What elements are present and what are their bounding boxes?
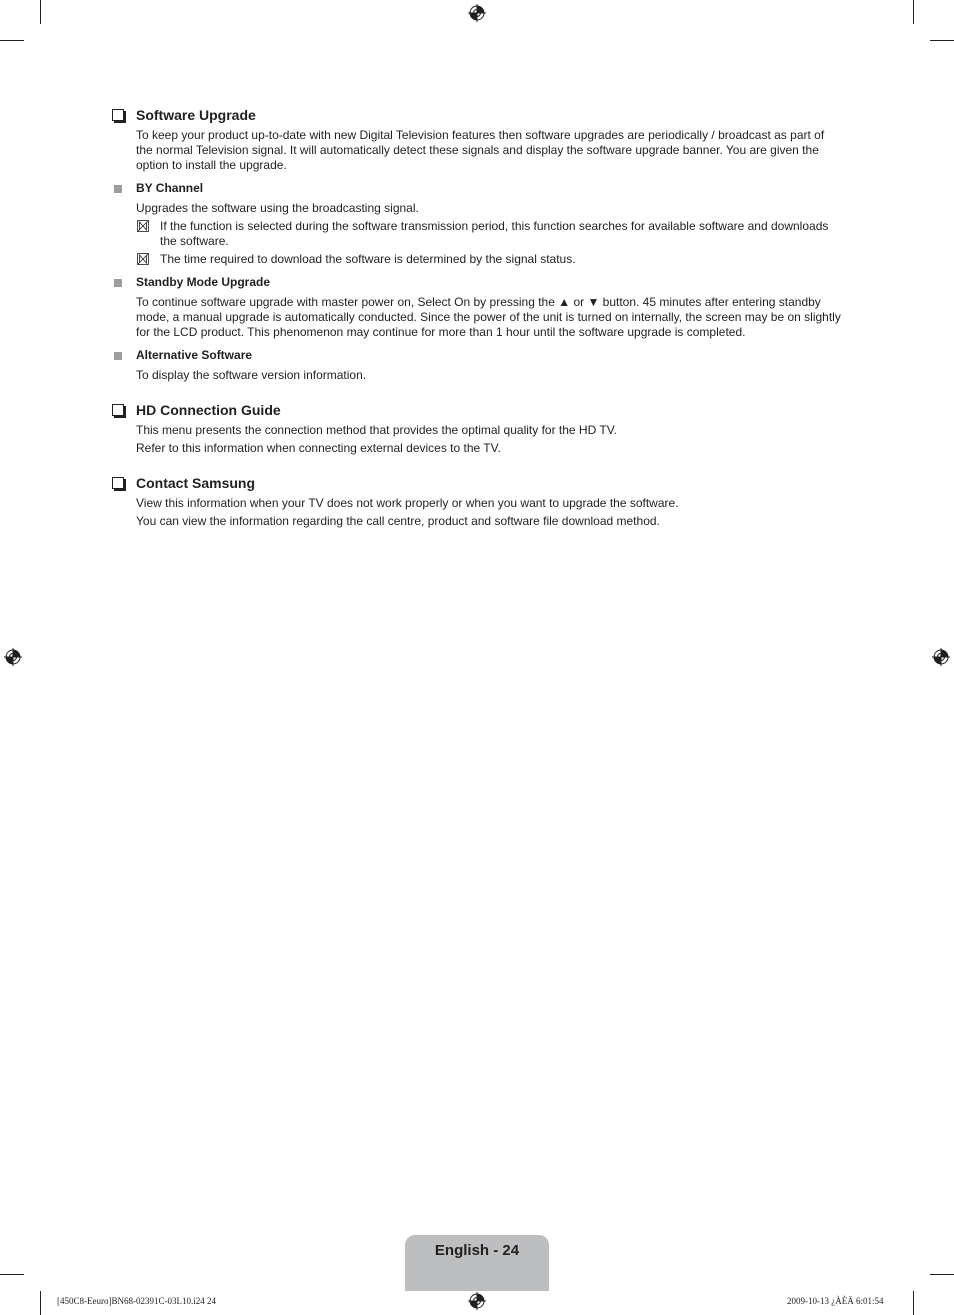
- section-contact-samsung: [112, 474, 842, 529]
- checkbox-bullet-icon: [112, 477, 124, 489]
- registration-mark-icon: [468, 4, 486, 22]
- print-slug-right: 2009-10-13 ¿ÀÈÄ 6:01:54: [787, 1296, 884, 1306]
- section-paragraph: View this information when your TV does not work properly or when you want to upgrade the software.: [136, 496, 679, 510]
- note-text: The time required to download the software is determined by the signal status.: [160, 252, 576, 266]
- registration-mark-icon: [468, 1292, 486, 1310]
- crop-mark: [913, 1291, 914, 1315]
- square-bullet-icon: [114, 352, 122, 360]
- print-slug-left: [450C8-Eeuro]BN68-02391C-03L10.i24 24: [57, 1296, 216, 1306]
- subsection-title: Standby Mode Upgrade: [136, 275, 271, 289]
- crop-mark: [0, 40, 24, 41]
- subsection-paragraph: To continue software upgrade with master power on, Select On by pressing the ▲ or ▼ button. 45 minutes after entering standby mode, a manual upgrade is automatically conducted. Since the power of the unit is turned on internally, the screen may be on slightly for the LCD product. This phenomenon may continue for more than 1 hour until the software upgrade is completed.: [136, 295, 841, 339]
- section-heading: [112, 401, 842, 419]
- square-bullet-icon: [114, 185, 122, 193]
- section-paragraph: Refer to this information when connecting external devices to the TV.: [136, 441, 501, 455]
- section-paragraph: You can view the information regarding the call centre, product and software file download method.: [136, 514, 660, 528]
- note-item: [112, 252, 842, 267]
- subsection-by-channel: [112, 181, 842, 267]
- registration-mark-icon: [4, 648, 22, 666]
- subsection-paragraph: To display the software version information.: [136, 368, 367, 382]
- subsection-heading: [112, 348, 842, 363]
- note-icon: [137, 220, 149, 232]
- crop-mark: [40, 1291, 41, 1315]
- subsection-alternative-software: [112, 348, 842, 383]
- subsection-standby-mode-upgrade: [112, 275, 842, 340]
- subsection-paragraph: Upgrades the software using the broadcasting signal.: [136, 201, 419, 215]
- checkbox-bullet-icon: [112, 404, 124, 416]
- crop-mark: [930, 1274, 954, 1275]
- section-paragraph: This menu presents the connection method that provides the optimal quality for the HD TV.: [136, 423, 617, 437]
- section-title: Contact Samsung: [136, 475, 256, 491]
- checkbox-bullet-icon: [112, 109, 124, 121]
- section-hd-connection-guide: [112, 401, 842, 456]
- crop-mark: [930, 40, 954, 41]
- subsection-title: Alternative Software: [136, 348, 253, 362]
- subsection-heading: [112, 181, 842, 196]
- note-icon: [137, 253, 149, 265]
- registration-mark-icon: [932, 648, 950, 666]
- crop-mark: [913, 0, 914, 24]
- square-bullet-icon: [114, 279, 122, 287]
- crop-mark: [40, 0, 41, 24]
- crop-mark: [0, 1274, 24, 1275]
- subsection-heading: [112, 275, 842, 290]
- section-title: HD Connection Guide: [136, 402, 281, 418]
- subsection-title: BY Channel: [136, 181, 204, 195]
- page-number-label: English - 24: [434, 1242, 520, 1259]
- section-software-upgrade: [112, 106, 842, 383]
- section-paragraph: To keep your product up-to-date with new Digital Television features then software upgrades are periodically / broadcast as part of the normal Television signal. It will automatically detect these signals and display the software upgrade banner. You are given the option to install the upgrade.: [136, 128, 825, 172]
- note-item: [112, 219, 842, 249]
- note-text: If the function is selected during the software transmission period, this function searches for available software and downloads the software.: [160, 219, 829, 248]
- section-title: Software Upgrade: [136, 107, 256, 123]
- manual-content: [112, 106, 842, 547]
- section-heading: [112, 106, 842, 124]
- section-heading: [112, 474, 842, 492]
